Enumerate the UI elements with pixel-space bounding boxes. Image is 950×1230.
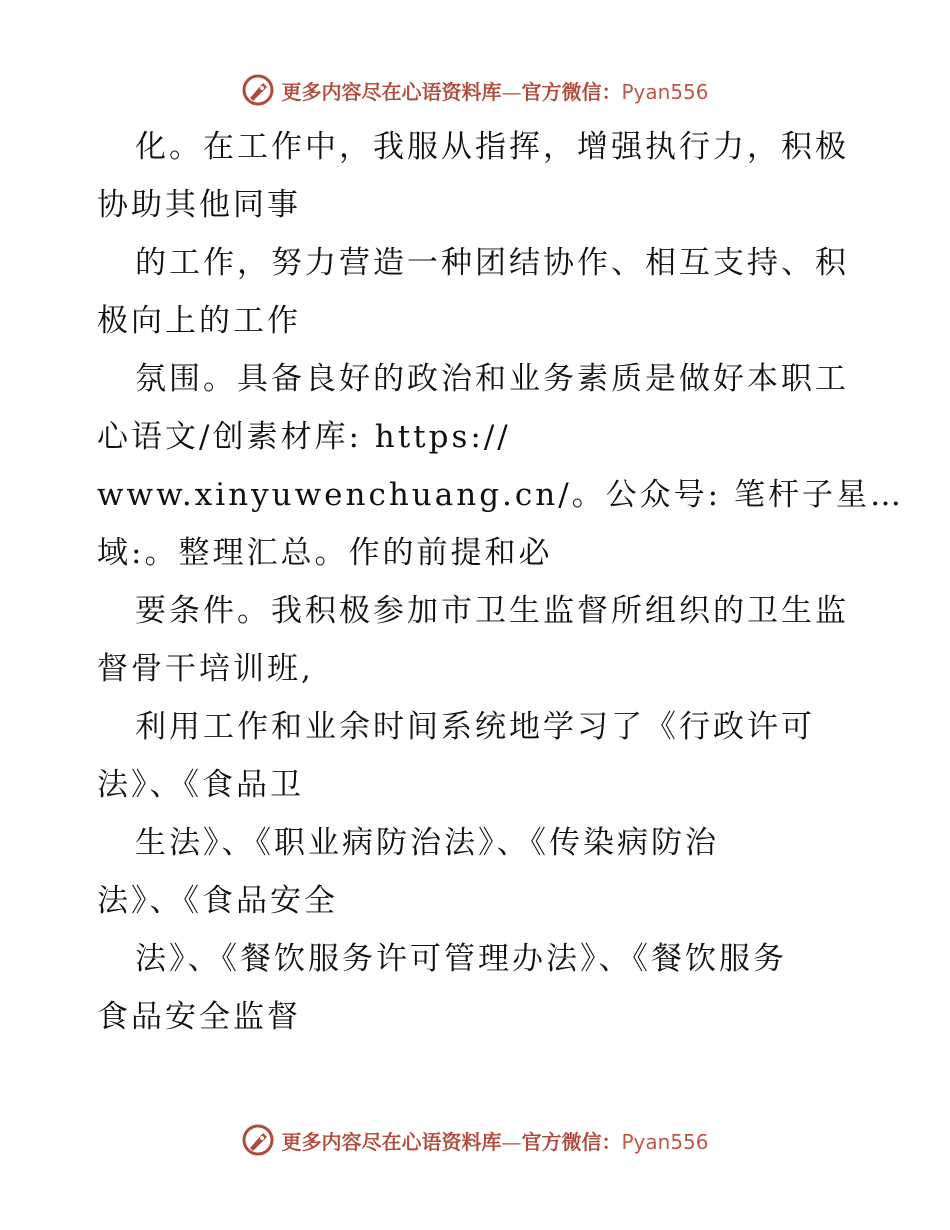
- header-wechat-label: 官方微信：: [521, 79, 622, 104]
- body-line: 生法》、《职业病防治法》、《传染病防治: [135, 825, 719, 861]
- body-line: 协助其他同事: [97, 187, 301, 223]
- body-line: 法》、《餐饮服务许可管理办法》、《餐饮服务: [135, 941, 787, 977]
- footer-wechat-id: Pyan556: [621, 1129, 709, 1154]
- body-line: 的工作，努力营造一种团结协作、相互支持、积: [135, 245, 849, 281]
- body-line: 极向上的工作: [97, 303, 301, 339]
- body-line: www.xinyuwenchuang.cn/。公众号: 笔杆子星…: [97, 477, 904, 513]
- pen-nib-logo-icon: [241, 73, 275, 107]
- header-wechat-id: Pyan556: [621, 79, 709, 104]
- footer-banner: [0, 1120, 950, 1160]
- footer-prefix: 更多内容尽在心语资料库: [281, 1129, 502, 1154]
- body-line: 域:。整理汇总。作的前提和必: [97, 535, 553, 571]
- header-prefix: 更多内容尽在心语资料库: [281, 79, 502, 104]
- body-line: 氛围。具备良好的政治和业务素质是做好本职工: [135, 361, 849, 397]
- footer-wechat-label: 官方微信：: [521, 1129, 622, 1154]
- body-line: 利用工作和业余时间系统地学习了《行政许可: [135, 709, 815, 745]
- body-line: 法》、《食品安全: [97, 883, 338, 919]
- body-line: 法》、《食品卫: [97, 767, 304, 803]
- body-line: 食品安全监督: [97, 999, 301, 1035]
- footer-separator: —: [501, 1129, 522, 1154]
- header-separator: —: [501, 79, 522, 104]
- body-line: 要条件。我积极参加市卫生监督所组织的卫生监: [135, 593, 849, 629]
- document-body: [97, 118, 904, 1046]
- body-line: 化。在工作中，我服从指挥，增强执行力，积极: [135, 129, 849, 165]
- header-banner: [0, 70, 950, 110]
- footer-text: [281, 1126, 708, 1155]
- body-line: 督骨干培训班,: [97, 651, 314, 687]
- header-text: [281, 76, 708, 105]
- body-line: 心语文/创素材库: https://: [97, 419, 511, 455]
- pen-nib-logo-icon: [241, 1123, 275, 1157]
